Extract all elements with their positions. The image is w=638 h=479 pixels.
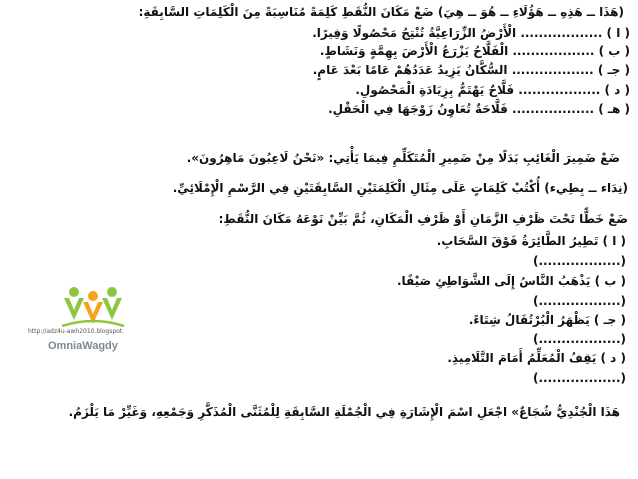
logo-url: http://adz4u-awh2010.blogspot. [28,328,125,335]
exercise-1-item-d: ( د ) .................. فَلَّاحٌ يَهْتَمُّ بِزِيَادَةِ الْمَحْصُولِ. [355,83,630,97]
exercise-4-item-b: ( ب ) يَذْهَبُ النَّاسُ إِلَى الشَّوَاطِئِ صَيْفًا. [396,274,626,288]
exercise-4-blank-d: (..................) [532,371,626,385]
exercise-4-item-a: ( ا ) تَطِيرُ الطَّائِرَةُ فَوْقَ السَّحَابِ. [436,234,626,248]
exercise-5-text: هَذَا الْجُنْدِيُّ شُجَاعٌ» اجْعَلِ اسْمَ الْإِشَارَةِ فِي الْجُمْلَةِ السَّابِقَةِ لِلْمُثَنَّى الْمُذَكَّرِ وَجَمْعِهِ، وَغَيِّرْ مَا يَلْزَمُ. [68,405,620,419]
exercise-4-item-d: ( د ) يَقِفُ الْمُعَلِّمُ أَمَامَ التَّلَامِيذِ. [447,351,626,365]
exercise-4-blank-b: (..................) [532,294,626,308]
exercise-1-heading: (هَذَا ــ هَذِهِ ــ هَؤُلَاءِ ــ هُوَ ــ هِيَ) ضَعْ مَكَانَ النُّقَطِ كَلِمَةً مُنَاسِبَةً مِنَ الْكَلِمَاتِ السَّابِقَةِ: [138,5,624,19]
watermark-logo [28,286,158,384]
exercise-4-heading: ضَعْ خَطًّا تَحْتَ ظَرْفِ الزَّمَانِ أَوْ ظَرْفِ الْمَكَانِ، ثُمَّ بَيِّنْ نَوْعَهُ مَكَانَ النُّقَطِ: [218,212,628,226]
people-figures-icon [58,286,128,330]
logo-name: OmniaWagdy [48,340,118,352]
exercise-1-item-e: ( هـ ) .................. فَلَّاحَةٌ تُعَاوِنُ زَوْجَهَا فِي الْحَقْلِ. [328,102,630,116]
exercise-4-blank-a: (..................) [532,254,626,268]
exercise-3-text: (نِدَاء ــ بِطِيء) أُكْتُبْ كَلِمَاتٍ عَلَى مِثَالِ الْكَلِمَتَيْنِ السَّابِقَتَيْنِ فِي الرَّسْمِ الْإِمْلَائِيِّ. [172,181,628,195]
exercise-2-text: ضَعْ ضَمِيرَ الْغَائِبِ بَدَلًا مِنْ ضَمِيرِ الْمُتَكَلِّمِ فِيمَا يَأْتِي: «نَحْنُ لَاعِبُونَ مَاهِرُونَ». [186,151,620,165]
exercise-1-item-c: ( جـ ) .................. السُّكَّانُ يَزِيدُ عَدَدُهُمْ عَامًا بَعْدَ عَامٍ. [312,63,630,77]
exercise-4-blank-c: (..................) [532,332,626,346]
exercise-1-item-b: ( ب ) .................. الْفَلَّاحُ يَزْرَعُ الْأَرْضَ بِهِمَّةٍ وَنَشَاطٍ. [319,44,630,58]
exercise-4-item-c: ( جـ ) يَظْهَرُ الْبُرْتُقَالُ شِتَاءً. [468,313,626,327]
exercise-1-item-a: ( ا ) .................. الْأَرْضُ الزِّرَاعِيَّةُ تُنْتِجُ مَحْصُولًا وَفِيرًا. [312,26,630,40]
